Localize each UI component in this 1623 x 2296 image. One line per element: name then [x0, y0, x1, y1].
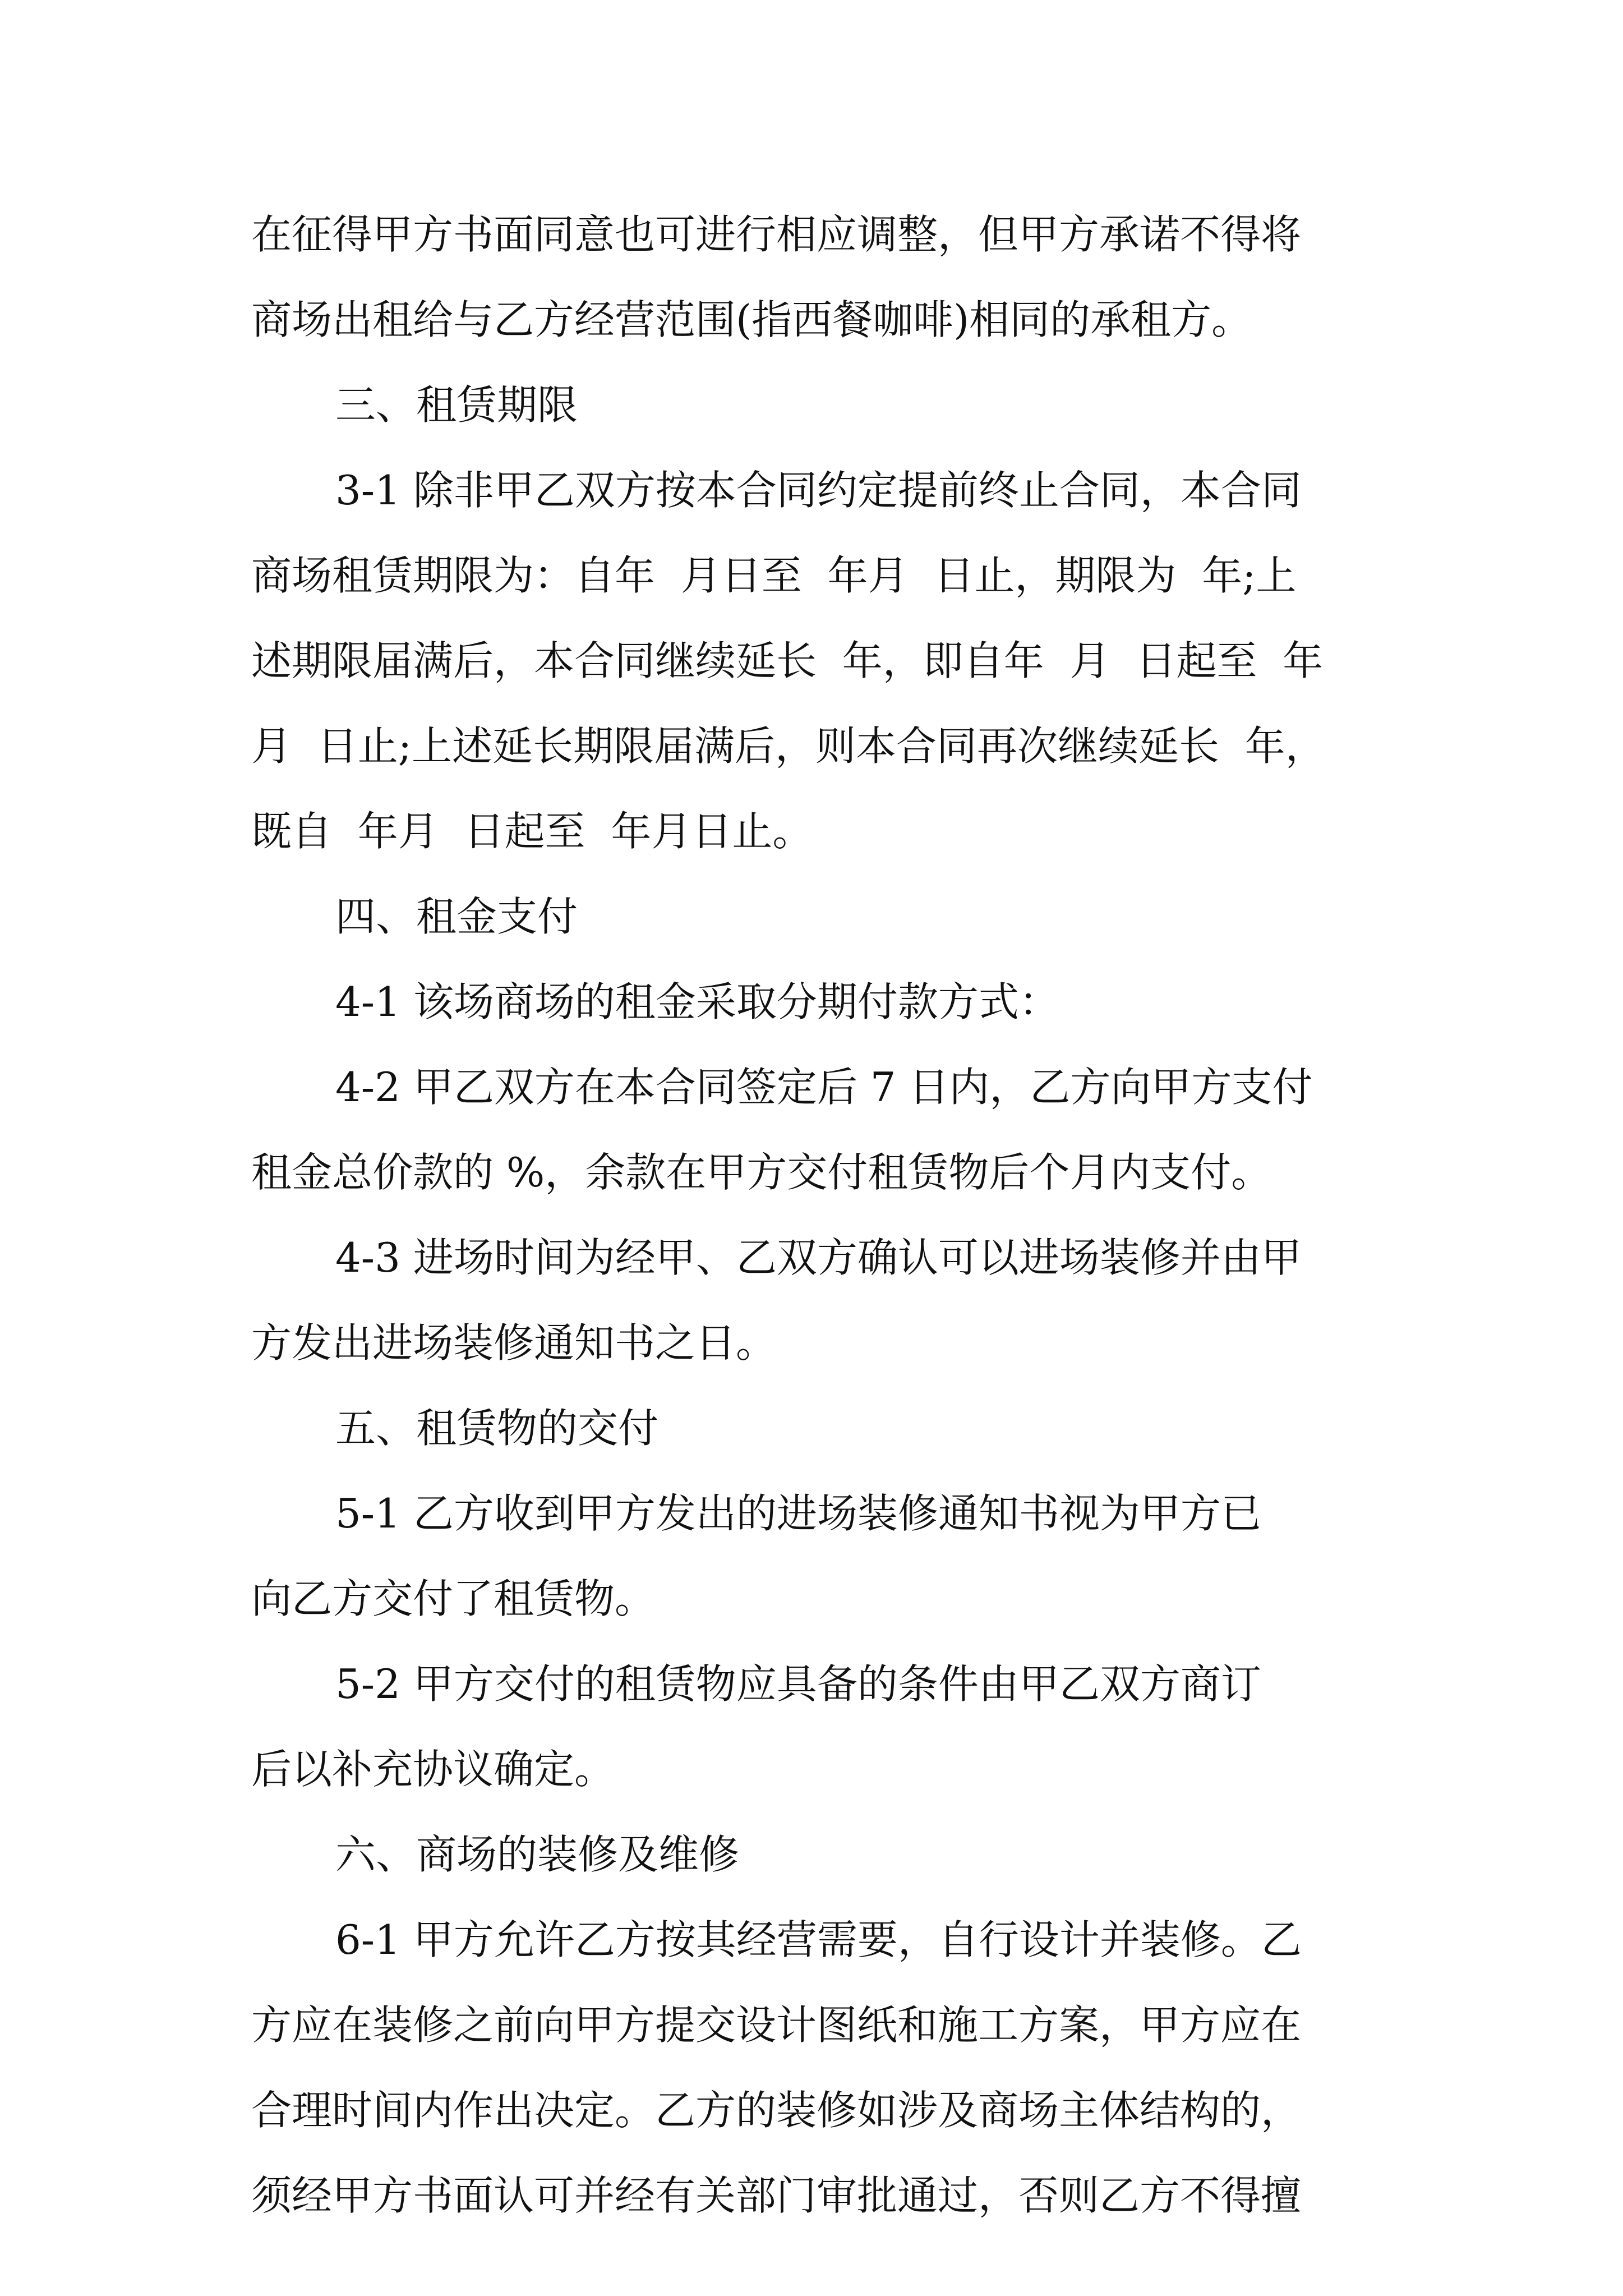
section-heading: 四、租金支付: [335, 893, 578, 940]
paragraph-line: 4-3 进场时间为经甲、乙双方确认可以进场装修并由甲: [335, 1234, 1302, 1281]
paragraph-line: 商场出租给与乙方经营范围(指西餐咖啡)相同的承租方。: [251, 296, 1252, 343]
paragraph-line: 须经甲方书面认可并经有关部门审批通过，否则乙方不得擅: [251, 2172, 1302, 2219]
section-heading: 三、租赁期限: [335, 381, 578, 429]
paragraph-line: 6-1 甲方允许乙方按其经营需要，自行设计并装修。乙: [335, 1916, 1302, 1963]
paragraph-line: 方发出进场装修通知书之日。: [251, 1319, 777, 1366]
paragraph-line: 4-2 甲乙双方在本合同签定后 7 日内，乙方向甲方支付: [335, 1064, 1313, 1111]
paragraph-line: 后以补充协议确定。: [251, 1746, 615, 1793]
paragraph-line: 既自 年月 日起至 年月日止。: [251, 808, 813, 855]
paragraph-line: 4-1 该场商场的租金采取分期付款方式：: [335, 978, 1059, 1025]
paragraph-line: 3-1 除非甲乙双方按本合同约定提前终止合同，本合同: [335, 467, 1302, 514]
paragraph-line: 商场租赁期限为：自年 月日至 年月 日止，期限为 年;上: [251, 552, 1297, 599]
paragraph-line: 5-1 乙方收到甲方发出的进场装修通知书视为甲方已: [335, 1490, 1261, 1537]
section-heading: 六、商场的装修及维修: [335, 1831, 740, 1878]
paragraph-line: 述期限届满后，本合同继续延长 年，即自年 月 日起至 年: [251, 637, 1324, 684]
paragraph-line: 5-2 甲方交付的租赁物应具备的条件由甲乙双方商订: [335, 1660, 1261, 1708]
paragraph-line: 向乙方交付了租赁物。: [251, 1575, 656, 1622]
paragraph-line: 方应在装修之前向甲方提交设计图纸和施工方案，甲方应在: [251, 2001, 1302, 2049]
paragraph-line: 租金总价款的 %，余款在甲方交付租赁物后个月内支付。: [251, 1149, 1272, 1196]
paragraph-line: 月 日止;上述延长期限届满后，则本合同再次继续延长 年，: [251, 723, 1326, 770]
paragraph-line: 合理时间内作出决定。乙方的装修如涉及商场主体结构的，: [251, 2087, 1302, 2134]
section-heading: 五、租赁物的交付: [335, 1405, 659, 1452]
paragraph-line: 在征得甲方书面同意也可进行相应调整，但甲方承诺不得将: [251, 211, 1302, 258]
